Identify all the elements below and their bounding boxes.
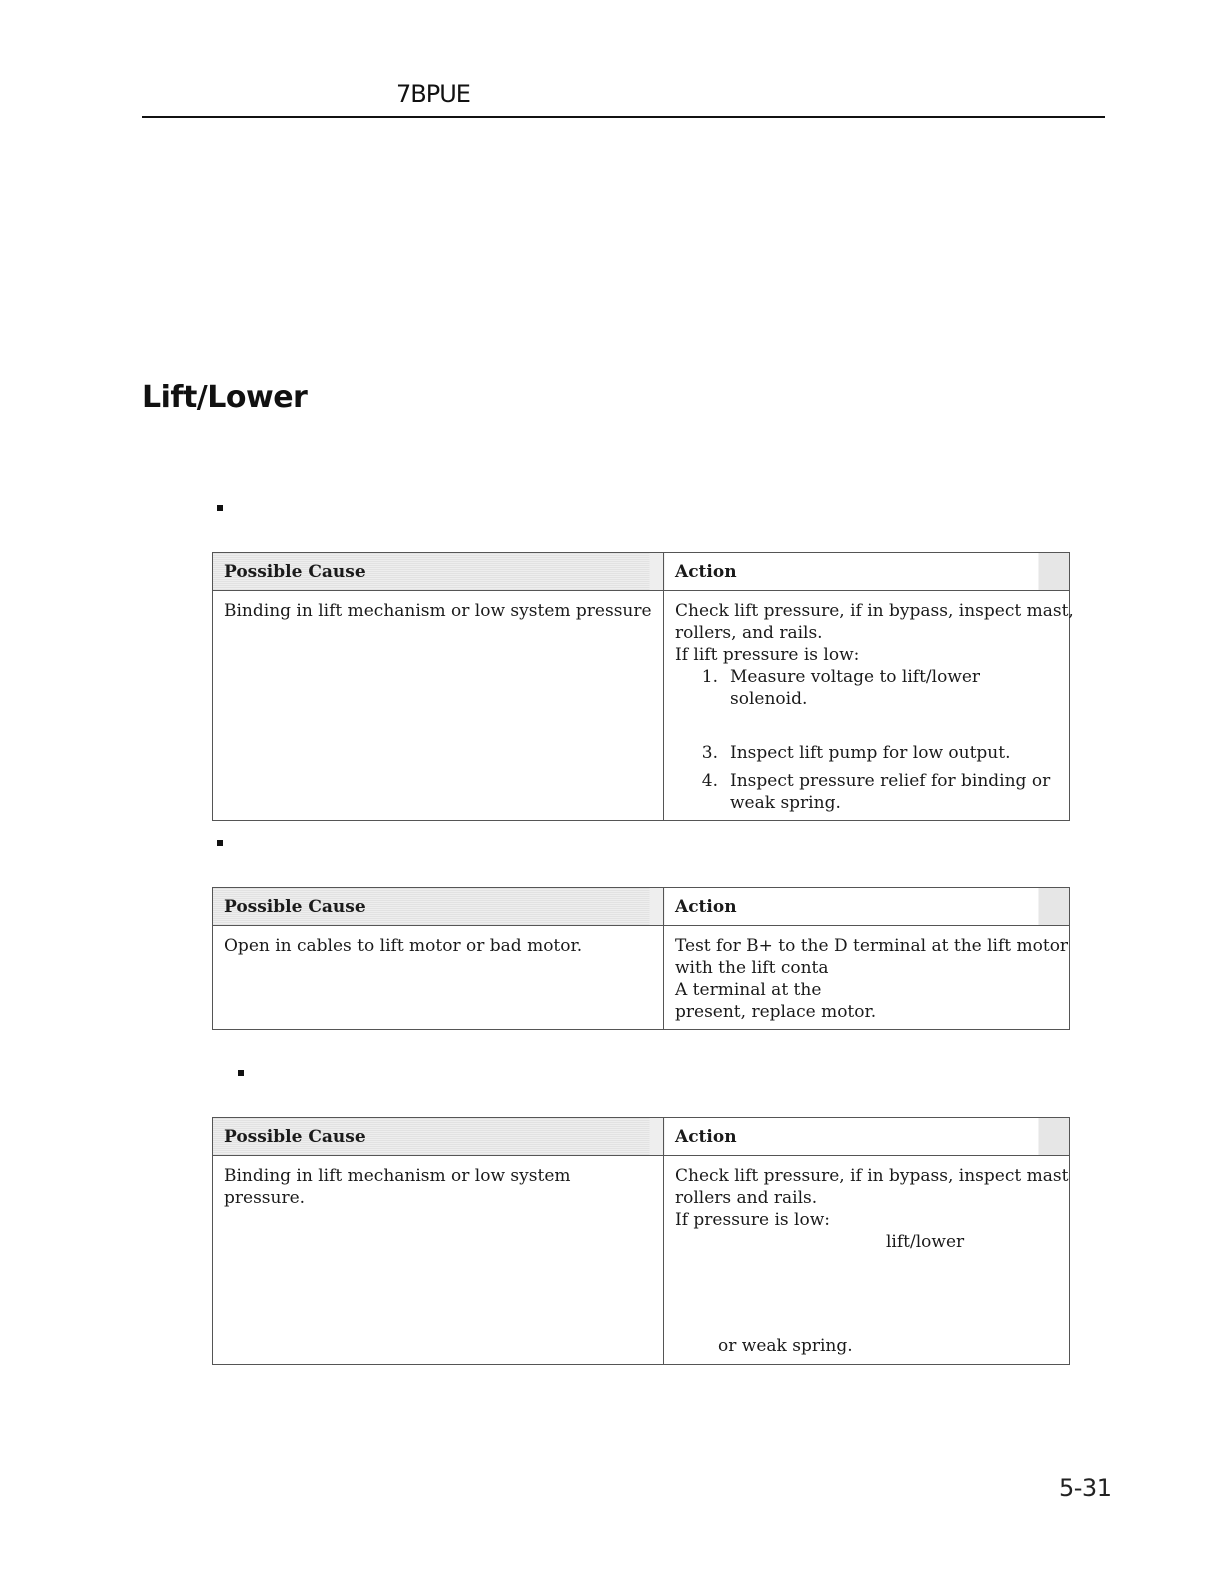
possible-cause-header: Possible Cause (213, 553, 664, 591)
action-header: Action (664, 888, 1070, 926)
step-text: Measure voltage to lift/lower solenoid. (730, 667, 981, 709)
possible-cause-header: Possible Cause (213, 888, 664, 926)
possible-cause-cell: Open in cables to lift motor or bad motor. (213, 926, 664, 1030)
action-line: A terminal at the (675, 980, 822, 1000)
possible-cause-cell: Binding in lift mechanism or low system pressure. (213, 1156, 664, 1365)
action-line: If pressure is low: (675, 1210, 830, 1230)
possible-cause-cell: Binding in lift mechanism or low system pressure (213, 591, 664, 821)
section-title: Lift/Lower (142, 380, 308, 415)
list-item (675, 770, 1058, 814)
list-item (675, 742, 1058, 764)
table-header-row (213, 1118, 1070, 1156)
action-line: with the lift conta (675, 958, 829, 978)
action-line: rollers, and rails. (675, 623, 823, 643)
bullet-marker (217, 840, 223, 846)
header-rule (142, 116, 1105, 118)
action-header: Action (664, 553, 1070, 591)
action-cell (664, 591, 1074, 821)
bullet-marker (238, 1070, 244, 1076)
action-line: Test for B+ to the D terminal at the lift motor (675, 936, 1069, 956)
action-line: or weak spring. (718, 1336, 853, 1356)
action-steps (675, 666, 1058, 814)
action-line: lift/lower (886, 1232, 965, 1252)
possible-cause-header: Possible Cause (213, 1118, 664, 1156)
troubleshooting-table-2 (212, 887, 1070, 1030)
step-text: Inspect lift pump for low output. (730, 743, 1011, 763)
table-header-row (213, 553, 1070, 591)
document-code: 7BPUE (396, 80, 470, 108)
table-header-row (213, 888, 1070, 926)
action-line: Check lift pressure, if in bypass, inspect mast, (675, 601, 1074, 621)
table-row (213, 591, 1070, 821)
step-number: 4. (701, 771, 718, 791)
step-text: Inspect pressure relief for binding or weak spring. (730, 771, 1051, 813)
table-row (213, 926, 1070, 1030)
action-line: present, replace motor. (675, 1002, 877, 1022)
action-header: Action (664, 1118, 1070, 1156)
bullet-marker (217, 505, 223, 511)
table-row (213, 1156, 1070, 1365)
list-item (675, 666, 1058, 710)
step-number: 1. (701, 667, 718, 687)
action-line: Check lift pressure, if in bypass, inspect mast (675, 1166, 1069, 1186)
action-cell (664, 1156, 1070, 1365)
page-number: 5-31 (1059, 1474, 1112, 1502)
troubleshooting-table-3 (212, 1117, 1070, 1365)
action-cell (664, 926, 1070, 1030)
troubleshooting-table-1 (212, 552, 1074, 821)
action-line: If lift pressure is low: (675, 645, 860, 665)
action-line: rollers and rails. (675, 1188, 818, 1208)
step-number: 3. (701, 743, 718, 763)
